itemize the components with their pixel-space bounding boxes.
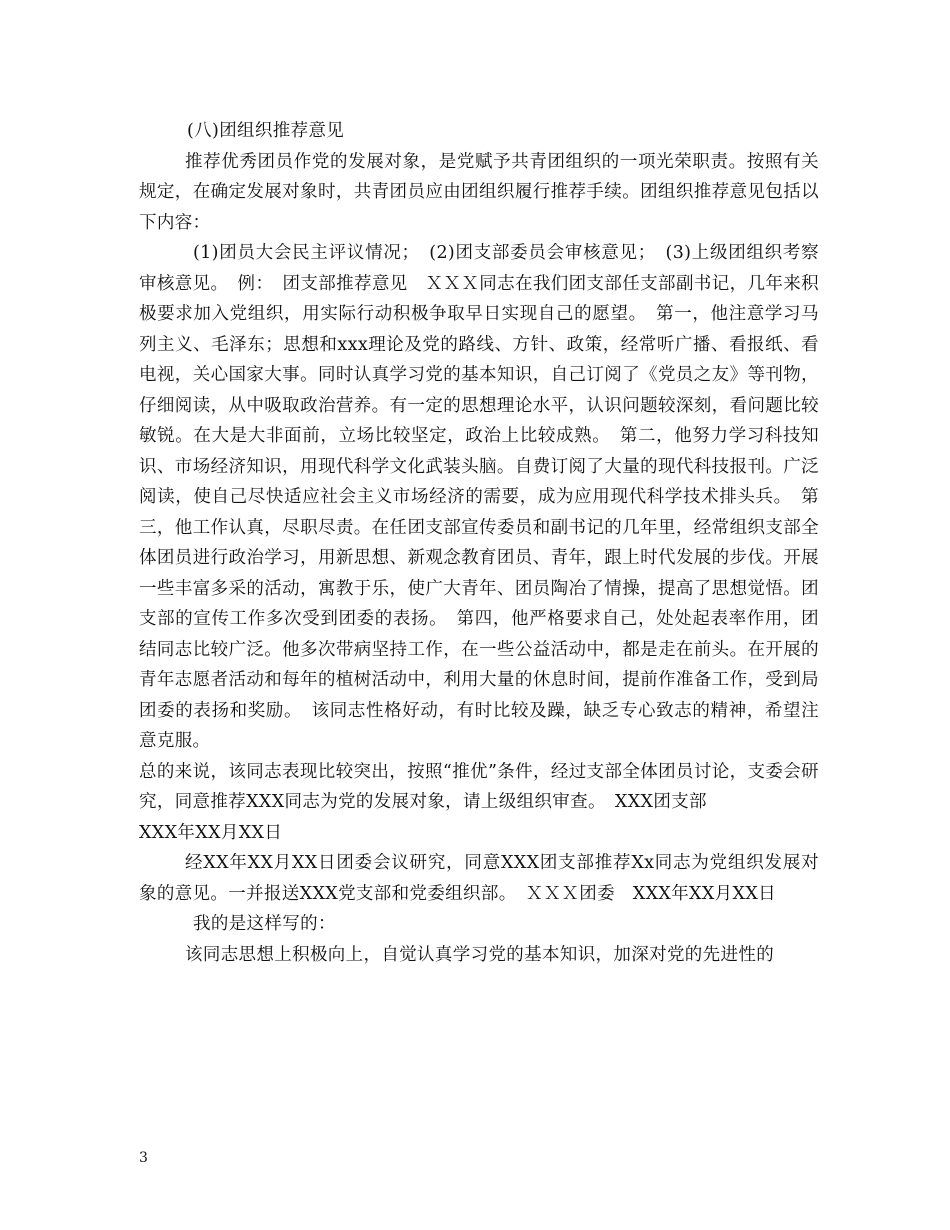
summary-paragraph: 总的来说，该同志表现比较突出，按照“推优”条件，经过支部全体团员讨论，支委会研究，同意推荐XXX同志为党的发展对象，请上级组织审查。 XXX团支部 (139, 761, 819, 812)
my-version-paragraph: 该同志思想上积极向上，自觉认真学习党的基本知识，加深对党的先进性的 (185, 944, 775, 965)
page-number: 3 (139, 1150, 148, 1166)
date-line: XXX年XX月XX日 (139, 822, 283, 843)
recommendation-example-paragraph: (1)团员大会民主评议情况； (2)团支部委员会审核意见； (3)上级团组织考察审核意见。 例： 团支部推荐意见 ＸＸＸ同志在我们团支部任支部副书记，几年来积极要求加入党组织，用实际行动积极争取早日实现自己的愿望。 第一，他注意学习马列主义、毛泽东；思想和xxx理论及党的路线、方针、政策，经常听广播、看报纸、看电视，关心国家大事。同时认真学习党的基本知识，自己订阅了《党员之友》等刊物，仔细阅读，从中吸取政治营养。有一定的思想理论水平，认识问题较深刻，看问题比较敏锐。在大是大非面前，立场比较坚定，政治上比较成熟。 第二，他努力学习科技知识、市场经济知识，用现代科学文化武装头脑。自费订阅了大量的现代科技报刊。广泛阅读，使自己尽快适应社会主义市场经济的需要，成为应用现代科学技术排头兵。 第三，他工作认真，尽职尽责。在任团支部宣传委员和副书记的几年里，经常组织支部全体团员进行政治学习，用新思想、新观念教育团员、青年，跟上时代发展的步伐。开展一些丰富多采的活动，寓教于乐，使广大青年、团员陶冶了情操，提高了思想觉悟。团支部的宣传工作多次受到团委的表扬。 第四，他严格要求自己，处处起表率作用，团结同志比较广泛。他多次带病坚持工作，在一些公益活动中，都是走在前头。在开展的青年志愿者活动和每年的植树活动中，利用大量的休息时间，提前作准备工作，受到局团委的表扬和奖励。 该同志性格好动，有时比较及躁，缺乏专心致志的精神，希望注意克服。 (139, 243, 819, 751)
section-heading: (八)团组织推荐意见 (187, 121, 345, 141)
document-body (139, 116, 819, 970)
committee-approval-paragraph: 经XX年XX月XX日团委会议研究，同意XXX团支部推荐Xx同志为党组织发展对象的意见。一并报送XXX党支部和党委组织部。 ＸＸＸ团委 XXX年XX月XX日 (139, 853, 819, 904)
my-version-intro: 我的是这样写的： (193, 914, 336, 934)
intro-paragraph: 推荐优秀团员作党的发展对象，是党赋予共青团组织的一项光荣职责。按照有关规定，在确定发展对象时，共青团员应由团组织履行推荐手续。团组织推荐意见包括以下内容： (139, 151, 819, 233)
